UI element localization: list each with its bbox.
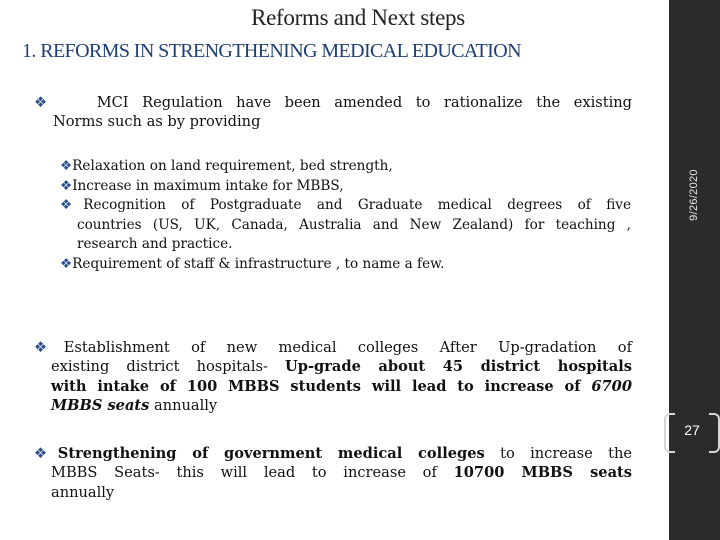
section-heading: 1. REFORMS IN STRENGTHENING MEDICAL EDUCATION bbox=[22, 40, 521, 62]
establishment-bullet bbox=[34, 338, 632, 415]
establishment-text-2: existing district hospitals- bbox=[51, 358, 286, 376]
date-text: 9/26/2020 bbox=[688, 169, 701, 221]
sub-bullet-continuation: research and practice. bbox=[77, 236, 233, 253]
sub-bullet-text: Relaxation on land requirement, bed strength, bbox=[72, 158, 393, 174]
diamond-bullet-icon: ❖ bbox=[34, 94, 57, 111]
diamond-bullet-icon: ❖ bbox=[60, 177, 73, 194]
intro-text-1: MCI Regulation have been amended to rationalize the existing bbox=[96, 94, 632, 111]
intro-line-2: Norms such as by providing bbox=[53, 113, 261, 130]
sub-bullet-text: Recognition of Postgraduate and Graduate medical degrees of five bbox=[83, 197, 632, 214]
establishment-text-1: Establishment of new medical colleges After Up-gradation of bbox=[63, 339, 632, 356]
sub-bullet-continuation: countries (US, UK, Canada, Australia and New Zealand) for teaching , bbox=[77, 216, 631, 233]
diamond-bullet-icon: ❖ bbox=[34, 339, 64, 356]
strengthening-seat-count: 10700 MBBS seats bbox=[453, 464, 632, 482]
strengthening-highlight: Strengthening of government medical colleges bbox=[57, 445, 485, 462]
sub-bullet-text: Requirement of staff & infrastructure , to name a few. bbox=[72, 255, 445, 272]
sub-bullet-item bbox=[60, 196, 631, 216]
establishment-seat-count: 6700 bbox=[591, 377, 632, 395]
diamond-bullet-icon: ❖ bbox=[60, 255, 73, 272]
strengthening-line-1 bbox=[34, 444, 632, 463]
establishment-line-2 bbox=[34, 357, 632, 376]
strengthening-bullet bbox=[34, 444, 632, 502]
slide-title: Reforms and Next steps bbox=[251, 5, 465, 30]
establishment-highlight: with intake of 100 MBBS students will lead to increase of bbox=[51, 377, 592, 395]
establishment-line-4 bbox=[34, 396, 632, 415]
right-sidebar bbox=[669, 0, 720, 540]
intro-line-1 bbox=[34, 93, 632, 112]
sub-bullet-text: Increase in maximum intake for MBBS, bbox=[72, 177, 344, 194]
establishment-seat-label: MBBS seats bbox=[51, 396, 150, 414]
sub-bullet-item bbox=[60, 177, 631, 197]
sub-bullet-item bbox=[60, 255, 631, 275]
establishment-line-1 bbox=[34, 338, 632, 357]
right-bracket-icon bbox=[709, 413, 720, 453]
strengthening-text-1: to increase the bbox=[484, 445, 632, 462]
establishment-highlight: Up-grade about 45 district hospitals bbox=[285, 358, 632, 376]
establishment-text-4: annually bbox=[149, 396, 218, 414]
sub-bullet-item bbox=[60, 157, 631, 177]
strengthening-line-3: annually bbox=[51, 483, 115, 501]
page-number: 27 bbox=[684, 422, 700, 438]
diamond-bullet-icon: ❖ bbox=[34, 445, 58, 462]
intro-bullet bbox=[34, 93, 632, 131]
page-number-badge bbox=[664, 413, 720, 451]
diamond-bullet-icon: ❖ bbox=[60, 158, 73, 174]
diamond-bullet-icon: ❖ bbox=[60, 197, 84, 214]
strengthening-text-2: MBBS Seats- this will lead to increase of bbox=[51, 464, 454, 482]
strengthening-line-2 bbox=[34, 463, 632, 482]
sub-bullet-list bbox=[60, 157, 631, 275]
establishment-line-3 bbox=[34, 377, 632, 396]
slide-date bbox=[682, 120, 706, 270]
